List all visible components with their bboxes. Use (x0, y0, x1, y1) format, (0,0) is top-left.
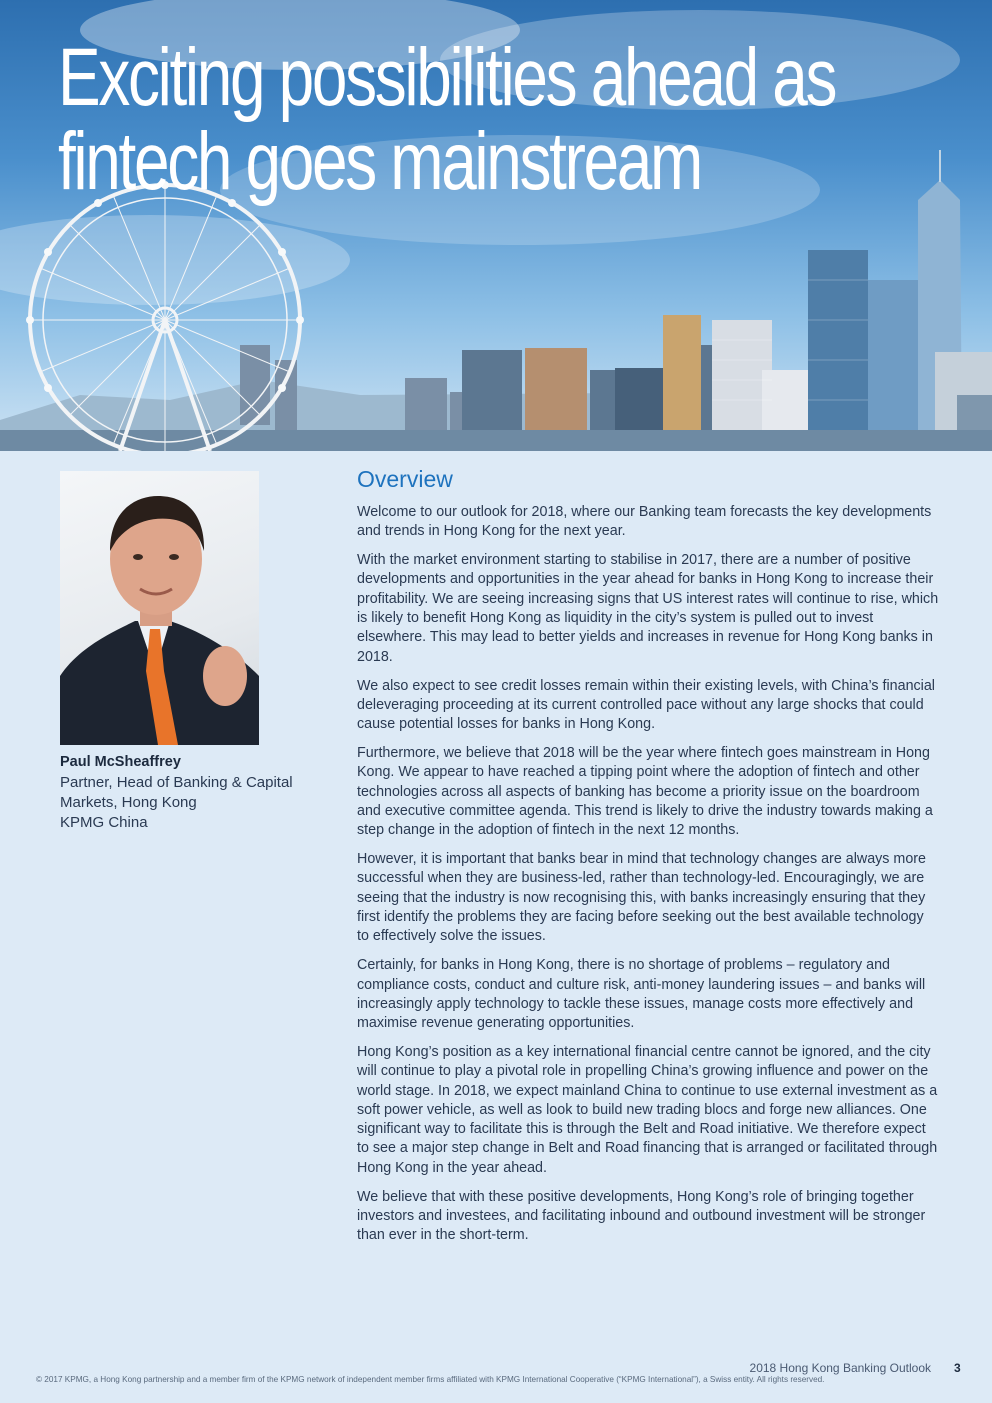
page-number: 3 (954, 1361, 961, 1375)
overview-body (357, 503, 939, 1255)
author-portrait-photo (60, 471, 259, 745)
footer-publication-title: 2018 Hong Kong Banking Outlook (749, 1361, 931, 1375)
body-paragraph: Hong Kong’s position as a key international financial centre cannot be ignored, and the city will continue to play a pivotal role in propelling China’s growing influence and power on the world stage. In 2018, we expect mainland China to continue to use external investment as a soft power vehicle, as well as look to build new trading blocs and forge new alliances. One significant way to facilitate this is through the Belt and Road initiative. We therefore expect to see a major step change in Belt and Road financing that is arranged or facilitated through Hong Kong in the year ahead. (357, 1043, 938, 1176)
page-title-line-2: fintech goes mainstream (58, 116, 701, 207)
author-role-line: Partner, Head of Banking & Capital (60, 774, 293, 791)
page-title (58, 32, 838, 207)
body-paragraph: With the market environment starting to stabilise in 2017, there are a number of positive developments and opportunities in the year ahead for banks in Hong Kong to increase their profitability. We are seeing increasing signs that US interest rates will continue to rise, which is likely to benefit Hong Kong as liquidity in the city’s system is pulled out to invest elsewhere. This may lead to better yields and increases in revenue for Hong Kong banks in 2018. (357, 552, 939, 665)
body-paragraph: We also expect to see credit losses remain within their existing levels, with China’s financial deleveraging proceeding at its current controlled pace without any large shocks that could cause potential losses for banks in Hong Kong. (357, 677, 935, 733)
body-paragraph: Certainly, for banks in Hong Kong, there is no shortage of problems – regulatory and compliance costs, conduct and culture risk, anti-money laundering issues – and banks will increasingly apply technology to tackle these issues, manage costs more effectively and maximise revenue generating opportunities. (357, 957, 926, 1032)
body-paragraph: We believe that with these positive developments, Hong Kong’s role of bringing together investors and investees, and facilitating inbound and outbound investment will be stronger than ever in the short-term. (357, 1188, 926, 1244)
overview-heading: Overview (357, 466, 453, 492)
author-role-line: KPMG China (60, 814, 148, 831)
author-name: Paul McSheaffrey (60, 754, 181, 770)
author-role (60, 773, 330, 833)
body-paragraph: However, it is important that banks bear in mind that technology changes are always more successful when they are business-led, rather than technology-led. Encouragingly, we are seeing that the industry is now recognising this, with banks increasingly ensuring that they first identify the problems they are facing before seeking out the best available technology to effectively solve the issues. (357, 851, 926, 945)
body-paragraph: Welcome to our outlook for 2018, where our Banking team forecasts the key developments and trends in Hong Kong for the next year. (357, 504, 932, 540)
hero-banner (0, 0, 992, 451)
body-paragraph: Furthermore, we believe that 2018 will be the year where fintech goes mainstream in Hong Kong. We appear to have reached a tipping point where the adoption of fintech and other technologies across all aspects of banking has become a priority issue on the boardroom and executive committee agenda. This trend is likely to drive the industry towards making a step change in the adoption of fintech in the next 12 months. (357, 745, 933, 839)
author-portrait-illustration (60, 471, 259, 745)
author-role-line: Markets, Hong Kong (60, 794, 197, 811)
copyright-notice: © 2017 KPMG, a Hong Kong partnership and a member firm of the KPMG network of independent member firms affiliated with KPMG International Cooperative (“KPMG International”), a Swiss entity. All rights reserved. (36, 1375, 825, 1384)
page-title-line-1: Exciting possibilities ahead as (58, 32, 836, 123)
